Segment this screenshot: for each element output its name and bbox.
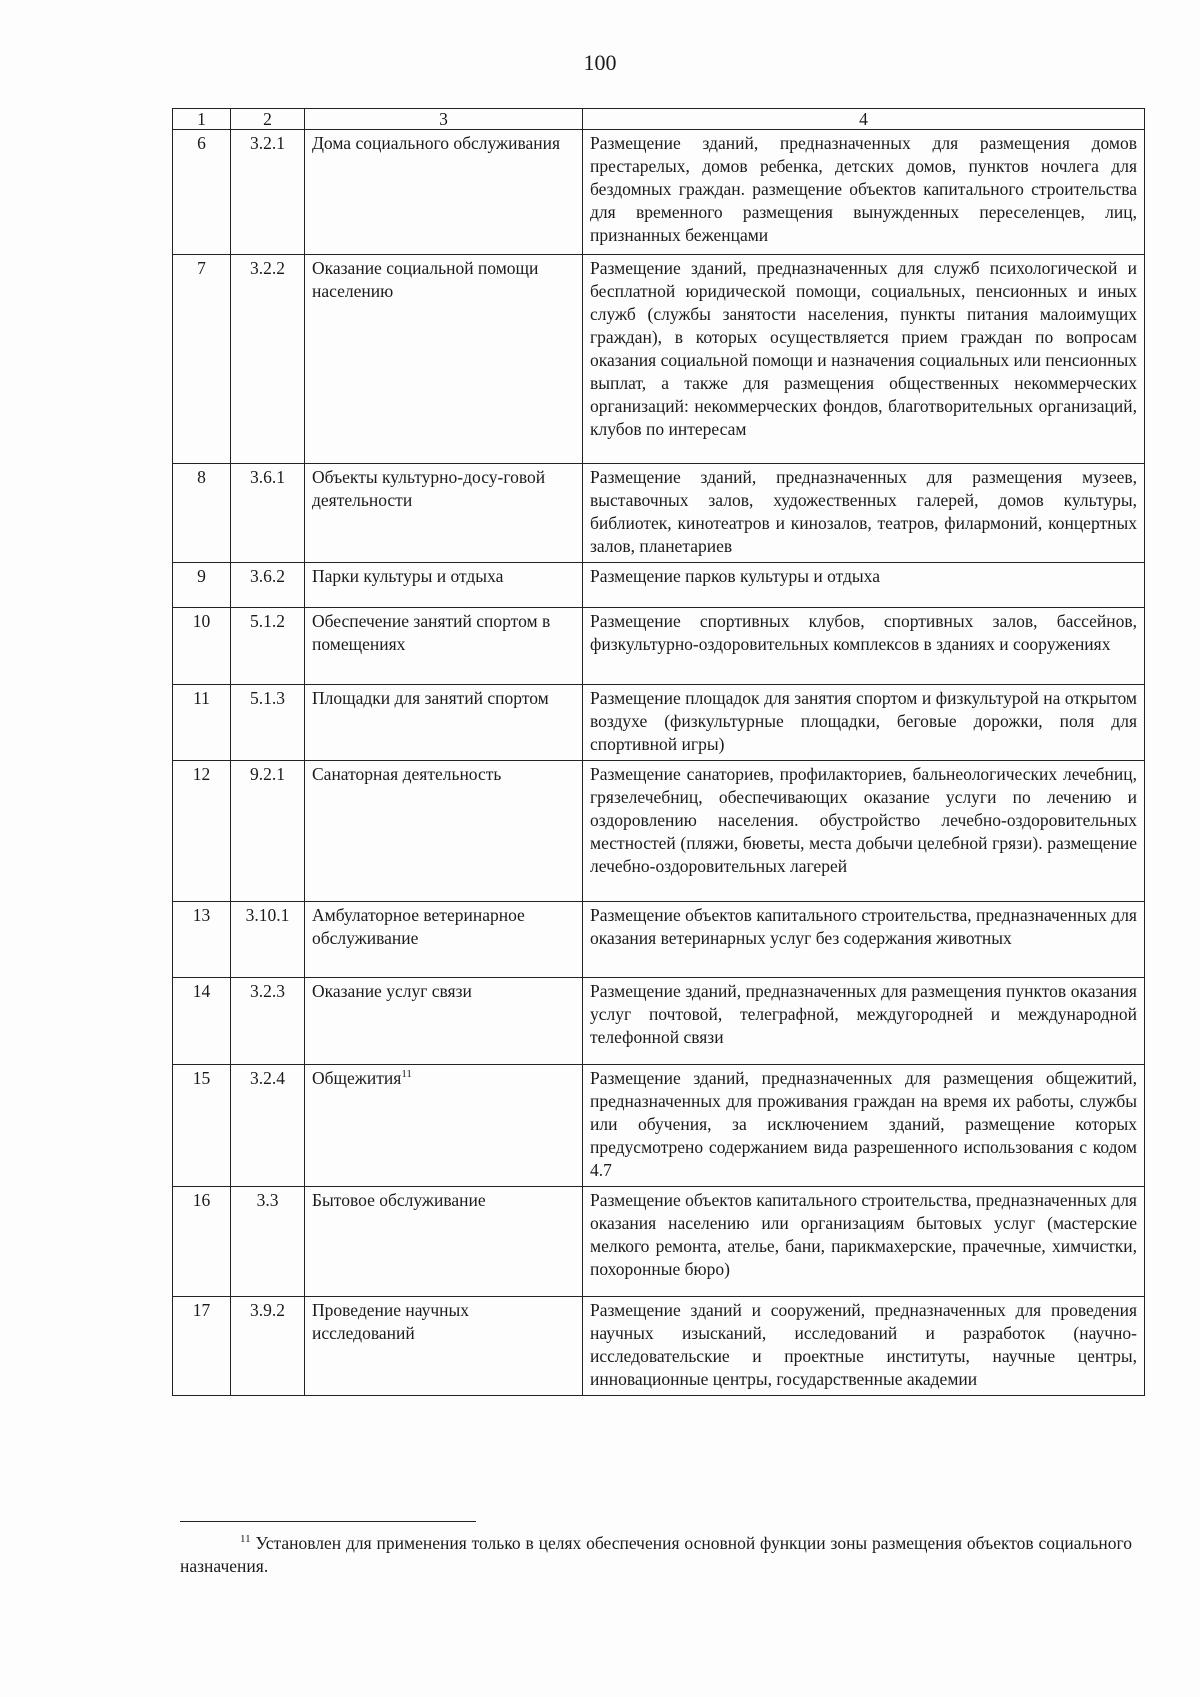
table-row [173, 978, 1145, 1065]
row-description-cell [583, 130, 1145, 255]
row-description-cell [583, 1187, 1145, 1297]
row-name-text: Площадки для занятий спортом [312, 688, 549, 708]
row-name-cell [305, 761, 583, 902]
table-row [173, 685, 1145, 761]
footnote-reference: 11 [401, 1068, 412, 1081]
row-code-text: 3.6.2 [250, 566, 285, 586]
row-code-cell [231, 761, 305, 902]
row-number-text: 14 [192, 981, 211, 1001]
row-code-cell [231, 1187, 305, 1297]
row-description-cell [583, 1065, 1145, 1187]
row-number-text: 7 [197, 258, 206, 278]
row-description-text: Размещение парков культуры и отдыха [590, 566, 880, 586]
table-row [173, 130, 1145, 255]
table-row [173, 902, 1145, 978]
row-name-text: Бытовое обслуживание [312, 1190, 486, 1210]
row-description-text: Размещение спортивных клубов, спортивных залов, бассейнов, физкультурно-оздоровительных комплексов в зданиях и сооружениях [590, 611, 1137, 654]
row-number-text: 8 [197, 467, 206, 487]
row-name-text: Проведение научных исследований [312, 1300, 470, 1343]
row-number-cell [173, 130, 231, 255]
row-code-cell [231, 464, 305, 563]
row-number-text: 15 [192, 1068, 211, 1088]
row-number-text: 11 [193, 688, 210, 708]
row-number-cell [173, 464, 231, 563]
page-number: 100 [583, 50, 617, 75]
row-number-cell [173, 1187, 231, 1297]
row-name-text: Амбулаторное ветеринарное обслуживание [312, 905, 525, 948]
row-name-text: Объекты культурно-досу-говой деятельности [312, 467, 546, 510]
footnote [180, 1532, 1132, 1578]
row-description-text: Размещение зданий, предназначенных для служб психологической и бесплатной юридической помощи, социальных, пенсионных и иных служб (службы занятости населения, пункты питания малоимущих граждан), в которых осуществляется прием граждан по вопросам оказания социальной помощи и назначения социальных или пенсионных выплат, а также для размещения общественных некоммерческих организаций: некоммерческих фондов, благотворительных организаций, клубов по интересам [590, 258, 1137, 439]
row-name-cell [305, 1187, 583, 1297]
row-name-text: Санаторная деятельность [312, 764, 502, 784]
row-code-cell [231, 978, 305, 1065]
row-code-text: 3.2.3 [250, 981, 285, 1001]
row-name-cell [305, 563, 583, 608]
row-name-cell [305, 464, 583, 563]
row-name-cell [305, 130, 583, 255]
row-description-text: Размещение объектов капитального строительства, предназначенных для оказания населению или организациям бытовых услуг (мастерские мелкого ремонта, ателье, бани, парикмахерские, прачечные, химчистки, похоронные бюро) [590, 1190, 1137, 1279]
row-code-text: 9.2.1 [250, 764, 285, 784]
row-code-text: 3.2.2 [250, 258, 285, 278]
table-row [173, 563, 1145, 608]
row-description-cell [583, 761, 1145, 902]
row-code-cell [231, 1065, 305, 1187]
table-row [173, 255, 1145, 464]
row-name-cell [305, 255, 583, 464]
row-description-cell [583, 464, 1145, 563]
row-number-text: 10 [192, 611, 211, 631]
row-code-cell [231, 563, 305, 608]
table-row [173, 1297, 1145, 1396]
row-name-cell [305, 608, 583, 685]
footnote-text: Установлен для применения только в целях обеспечения основной функции зоны размещения объектов социального назначения. [180, 1533, 1133, 1576]
table-row [173, 1187, 1145, 1297]
row-number-cell [173, 761, 231, 902]
land-use-table [172, 108, 1145, 1396]
row-number-text: 13 [192, 905, 211, 925]
row-description-cell [583, 563, 1145, 608]
row-description-cell [583, 902, 1145, 978]
row-name-text: Обеспечение занятий спортом в помещениях [312, 611, 551, 654]
row-name-text: Оказание социальной помощи населению [312, 258, 539, 301]
table-row [173, 464, 1145, 563]
row-description-text: Размещение зданий, предназначенных для размещения пунктов оказания услуг почтовой, телеграфной, междугородней и международной телефонной связи [590, 981, 1137, 1047]
header-cell-2: 2 [231, 109, 305, 130]
row-code-cell [231, 685, 305, 761]
row-number-cell [173, 1297, 231, 1396]
row-number-text: 12 [192, 764, 211, 784]
row-description-text: Размещение площадок для занятия спортом и физкультурой на открытом воздухе (физкультурные площадки, беговые дорожки, поля для спортивной игры) [590, 688, 1137, 754]
table-row [173, 1065, 1145, 1187]
header-cell-1: 1 [173, 109, 231, 130]
row-number-text: 9 [197, 566, 206, 586]
footnote-separator [180, 1521, 476, 1522]
row-code-text: 3.2.1 [250, 133, 285, 153]
row-number-cell [173, 563, 231, 608]
row-number-cell [173, 902, 231, 978]
row-description-text: Размещение санаториев, профилакториев, бальнеологических лечебниц, грязелечебниц, обеспечивающих оказание услуги по лечению и оздоровлению населения. обустройство лечебно-оздоровительных местностей (пляжи, бюветы, места добычи целебной грязи). размещение лечебно-оздоровительных лагерей [590, 764, 1137, 876]
row-description-cell [583, 255, 1145, 464]
table-row [173, 761, 1145, 902]
row-description-text: Размещение зданий, предназначенных для размещения общежитий, предназначенных для проживания граждан на время их работы, службы или обучения, за исключением зданий, размещение которых предусмотрено содержанием вида разрешенного использования с кодом 4.7 [590, 1068, 1137, 1180]
row-name-cell [305, 1297, 583, 1396]
row-name-cell [305, 902, 583, 978]
footnote-mark: 11 [240, 1533, 251, 1546]
row-name-cell [305, 685, 583, 761]
row-number-cell [173, 255, 231, 464]
row-code-text: 3.9.2 [250, 1300, 285, 1320]
row-name-cell [305, 978, 583, 1065]
row-description-cell [583, 1297, 1145, 1396]
header-cell-3: 3 [305, 109, 583, 130]
row-code-text: 3.3 [256, 1190, 279, 1210]
row-name-text: Парки культуры и отдыха [312, 566, 504, 586]
row-name-text: Дома социального обслуживания [312, 133, 561, 153]
table-row [173, 608, 1145, 685]
row-code-cell [231, 902, 305, 978]
row-code-cell [231, 1297, 305, 1396]
row-description-text: Размещение зданий, предназначенных для размещения домов престарелых, домов ребенка, детских домов, пунктов ночлега для бездомных граждан. размещение объектов капитального строительства для временного размещения вынужденных переселенцев, лиц, признанных беженцами [590, 133, 1137, 245]
row-number-cell [173, 685, 231, 761]
row-code-text: 3.6.1 [250, 467, 285, 487]
row-number-cell [173, 1065, 231, 1187]
row-number-text: 16 [192, 1190, 211, 1210]
row-code-text: 5.1.2 [250, 611, 285, 631]
row-code-text: 3.10.1 [245, 905, 290, 925]
row-name-cell [305, 1065, 583, 1187]
table-header-row [173, 109, 1145, 130]
row-description-text: Размещение объектов капитального строительства, предназначенных для оказания ветеринарных услуг без содержания животных [590, 905, 1137, 948]
row-description-text: Размещение зданий и сооружений, предназначенных для проведения научных изысканий, исследований и разработок (научно-исследовательские и проектные институты, научные центры, инновационные центры, государственные академии [590, 1300, 1137, 1389]
row-description-cell [583, 685, 1145, 761]
row-description-cell [583, 978, 1145, 1065]
row-name-text: Общежития [312, 1068, 402, 1088]
row-name-text: Оказание услуг связи [312, 981, 472, 1001]
row-code-text: 3.2.4 [250, 1068, 285, 1088]
row-number-text: 17 [192, 1300, 211, 1320]
row-number-text: 6 [197, 133, 206, 153]
row-number-cell [173, 978, 231, 1065]
row-code-cell [231, 608, 305, 685]
row-code-cell [231, 130, 305, 255]
row-description-text: Размещение зданий, предназначенных для размещения музеев, выставочных залов, художественных галерей, домов культуры, библиотек, кинотеатров и кинозалов, театров, филармоний, концертных залов, планетариев [590, 467, 1137, 556]
row-code-cell [231, 255, 305, 464]
row-number-cell [173, 608, 231, 685]
header-cell-4: 4 [583, 109, 1145, 130]
row-description-cell [583, 608, 1145, 685]
row-code-text: 5.1.3 [250, 688, 285, 708]
